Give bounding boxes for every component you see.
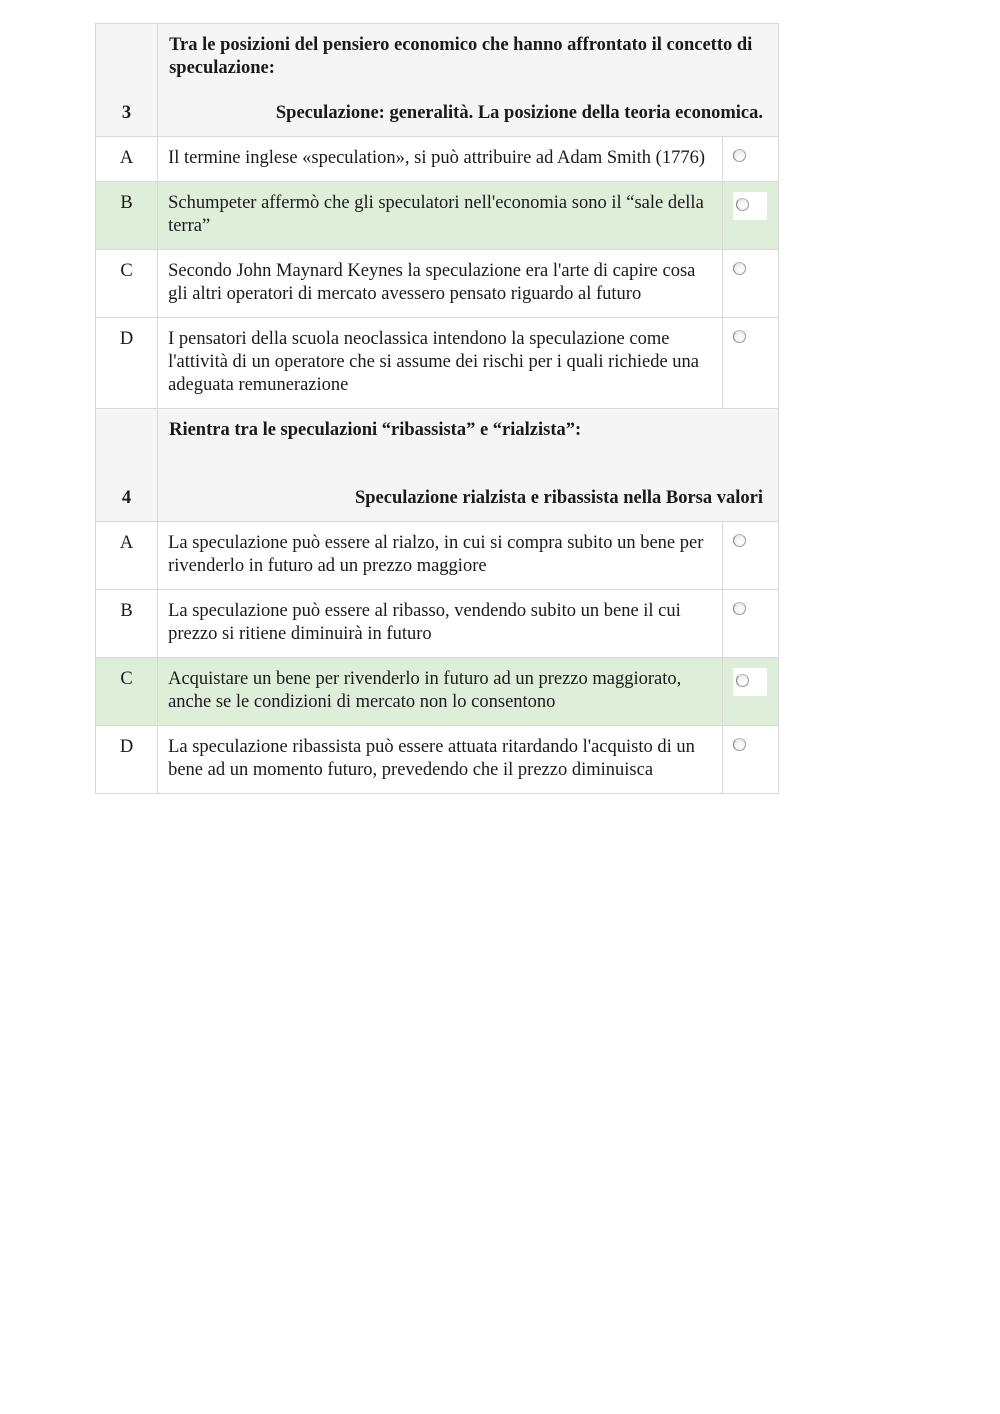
option-row [96,250,779,318]
radio-button-icon [733,738,746,751]
option-row-correct [96,182,779,250]
quiz-table [95,23,779,794]
radio-button-icon [736,198,749,211]
option-letter: B [96,590,158,658]
option-radio-button[interactable] [733,330,749,346]
option-radio-cell [722,658,778,726]
option-radio-cell [722,137,778,182]
option-text: La speculazione può essere al rialzo, in cui si compra subito un bene per rivenderlo in futuro ad un prezzo maggiore [158,522,723,590]
option-radio-cell [722,182,778,250]
question-header-row [96,409,779,522]
option-text: La speculazione ribassista può essere attuata ritardando l'acquisto di un bene ad un momento futuro, prevedendo che il prezzo diminuisca [158,726,723,794]
question-topic: Speculazione: generalità. La posizione della teoria economica. [275,103,763,123]
question-topic: Speculazione rialzista e ribassista nella Borsa valori [354,488,763,508]
option-radio-cell [722,250,778,318]
question-header [158,409,779,522]
radio-button-icon [733,149,746,162]
option-radio-button[interactable] [733,668,767,696]
radio-button-icon [733,330,746,343]
option-letter: A [96,137,158,182]
radio-button-icon [736,674,749,687]
option-radio-button[interactable] [733,738,749,754]
option-text: Il termine inglese «speculation», si può attribuire ad Adam Smith (1776) [158,137,723,182]
option-letter: D [96,318,158,409]
option-text: Acquistare un bene per rivenderlo in futuro ad un prezzo maggiorato, anche se le condizioni di mercato non lo consentono [158,658,723,726]
option-radio-cell [722,590,778,658]
option-row [96,590,779,658]
option-radio-cell [722,318,778,409]
option-row [96,726,779,794]
option-row-correct [96,658,779,726]
question-header [158,24,779,137]
option-row [96,318,779,409]
option-letter: D [96,726,158,794]
question-text: Rientra tra le speculazioni “ribassista” e “rialzista”: [169,420,582,440]
option-text: Schumpeter affermò che gli speculatori nell'economia sono il “sale della terra” [158,182,723,250]
option-radio-cell [722,726,778,794]
option-letter: C [96,658,158,726]
question-text: Tra le posizioni del pensiero economico che hanno affrontato il concetto di speculazione: [169,35,753,78]
radio-button-icon [733,534,746,547]
option-radio-button[interactable] [733,192,767,220]
option-text: La speculazione può essere al ribasso, vendendo subito un bene il cui prezzo si ritiene diminuirà in futuro [158,590,723,658]
radio-button-icon [733,602,746,615]
radio-button-icon [733,262,746,275]
option-radio-cell [722,522,778,590]
option-row [96,137,779,182]
option-letter: C [96,250,158,318]
question-header-row [96,24,779,137]
option-row [96,522,779,590]
option-text: Secondo John Maynard Keynes la speculazione era l'arte di capire cosa gli altri operatori di mercato avessero pensato riguardo al futuro [158,250,723,318]
option-text: I pensatori della scuola neoclassica intendono la speculazione come l'attività di un operatore che si assume dei rischi per i quali richiede una adeguata remunerazione [158,318,723,409]
question-number: 4 [96,409,158,522]
option-radio-button[interactable] [733,534,749,550]
option-radio-button[interactable] [733,602,749,618]
question-number: 3 [96,24,158,137]
option-radio-button[interactable] [733,149,749,165]
option-radio-button[interactable] [733,262,749,278]
option-letter: B [96,182,158,250]
option-letter: A [96,522,158,590]
